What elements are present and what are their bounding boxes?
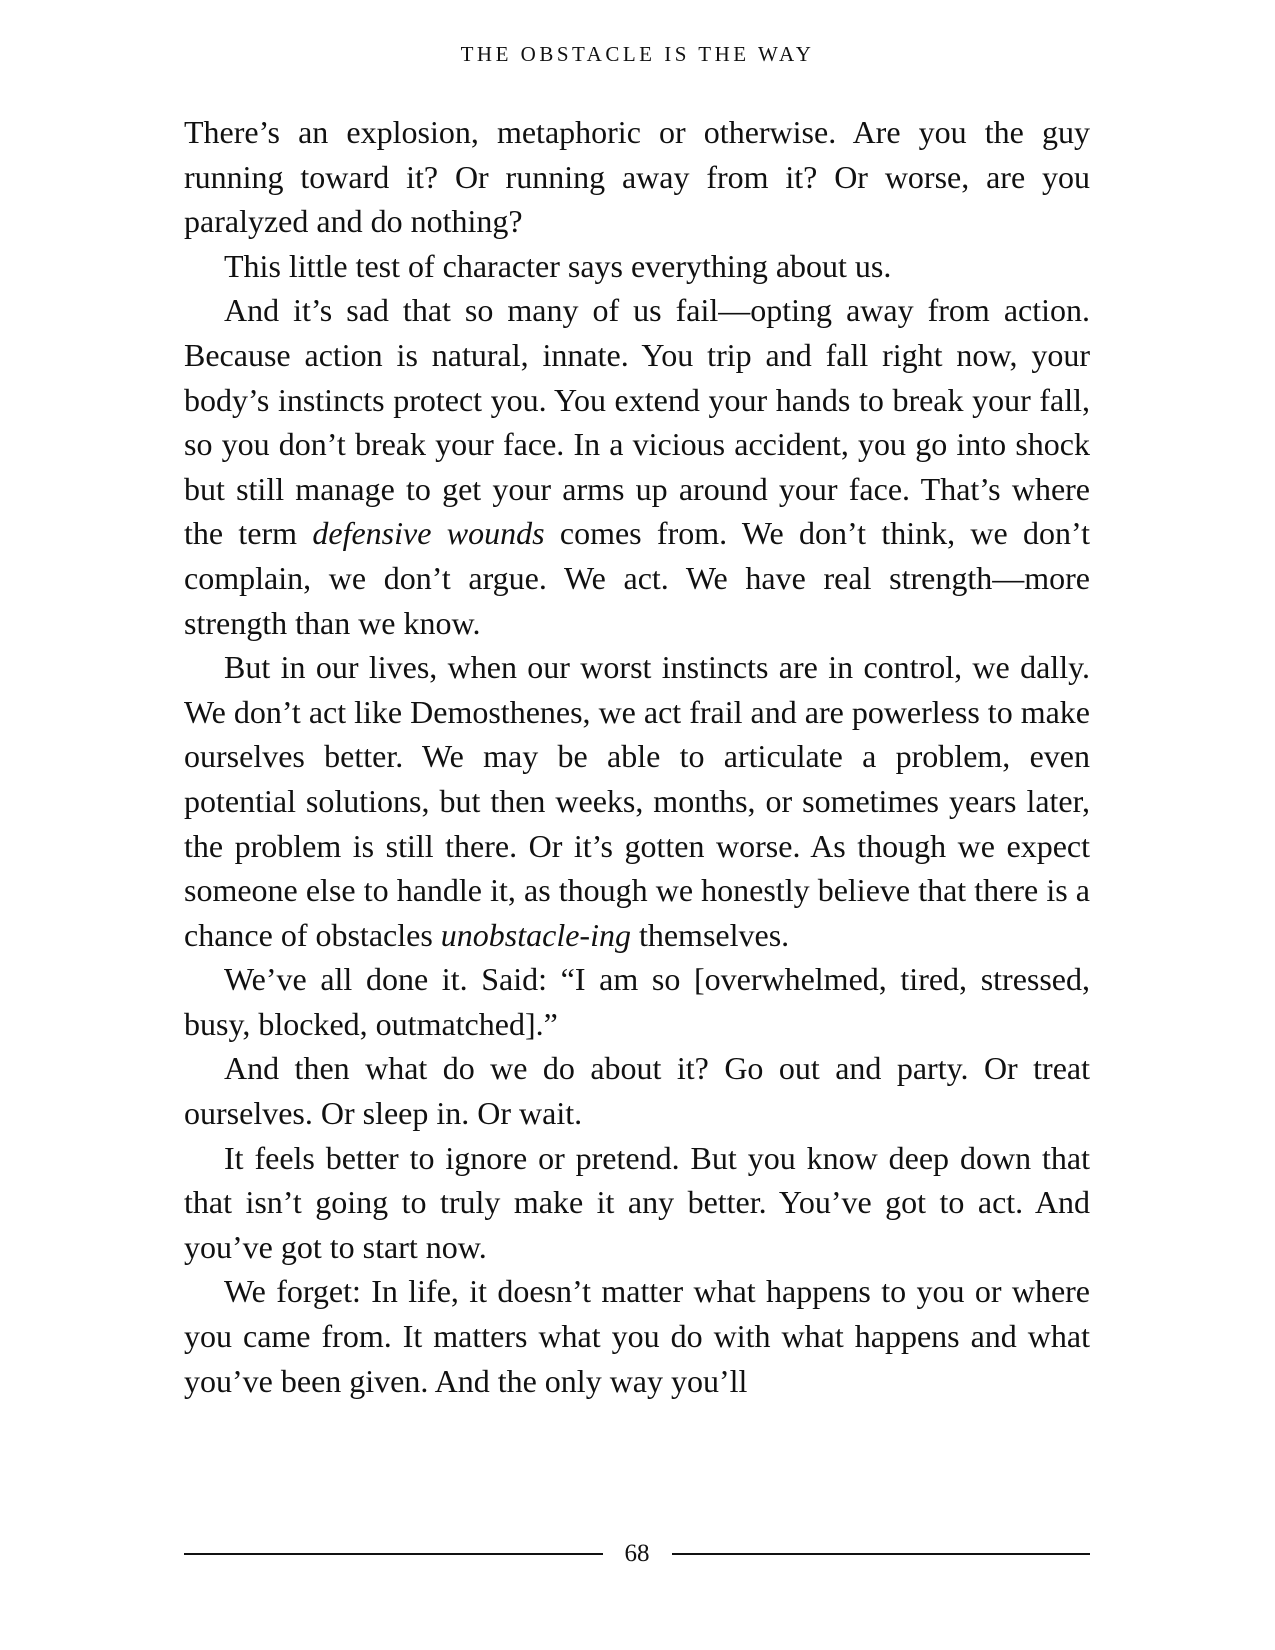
body-text (184, 110, 1090, 1403)
paragraph (184, 1136, 1090, 1270)
paragraph-text: There’s an explosion, metaphoric or otherwise. Are you the guy running toward it? Or running away from it? Or worse, are you paralyzed and do nothing? (184, 114, 1090, 240)
paragraph-text: This little test of character says everything about us. (224, 247, 892, 284)
paragraph-text: It feels better to ignore or pretend. But you know deep down that that isn’t going to truly make it any better. You’ve got to act. And you’ve got to start now. (184, 1139, 1090, 1265)
page-number: 68 (624, 1540, 650, 1567)
paragraph-text: And it’s sad that so many of us fail—opting away from action. Because action is natural, innate. You trip and fall right now, your body’s instincts protect you. You extend your hands to break your fall, so you don’t break your face. In a vicious accident, you go into shock but still manage to get your arms up around your face. That’s where the term (184, 292, 1090, 552)
page-footer (184, 1536, 1090, 1572)
paragraph-text: comes from. We don’t think, we don’t complain, we don’t argue. We act. We have real strength—more strength than we know. (184, 515, 1091, 641)
italic-term: unobstacle-ing (440, 916, 631, 953)
paragraph (184, 110, 1090, 244)
running-head: THE OBSTACLE IS THE WAY (460, 42, 815, 66)
paragraph (184, 1269, 1090, 1403)
paragraph (184, 1046, 1090, 1135)
paragraph-text: But in our lives, when our worst instincts are in control, we dally. We don’t act like Demosthenes, we act frail and are powerless to make ourselves better. We may be able to articulate a problem, even potential solutions, but then weeks, months, or sometimes years later, the problem is still there. Or it’s gotten worse. As though we expect someone else to handle it, as though we honestly believe that there is a chance of obstacles (184, 649, 1090, 953)
paragraph (184, 288, 1090, 645)
paragraph (184, 645, 1090, 957)
paragraph-text: We forget: In life, it doesn’t matter what happens to you or where you came from. It matters what you do with what happens and what you’ve been given. And the only way you’ll (184, 1273, 1090, 1399)
footer-rule-right (672, 1553, 1091, 1555)
paragraph-text: themselves. (630, 916, 790, 953)
paragraph-text: And then what do we do about it? Go out and party. Or treat ourselves. Or sleep in. Or wait. (184, 1050, 1090, 1132)
paragraph-text: We’ve all done it. Said: “I am so [overwhelmed, tired, stressed, busy, blocked, outmatched].” (184, 961, 1090, 1042)
paragraph (184, 957, 1090, 1046)
italic-term: defensive wounds (312, 515, 545, 552)
footer-rule-left (184, 1553, 603, 1555)
paragraph (184, 244, 1090, 289)
